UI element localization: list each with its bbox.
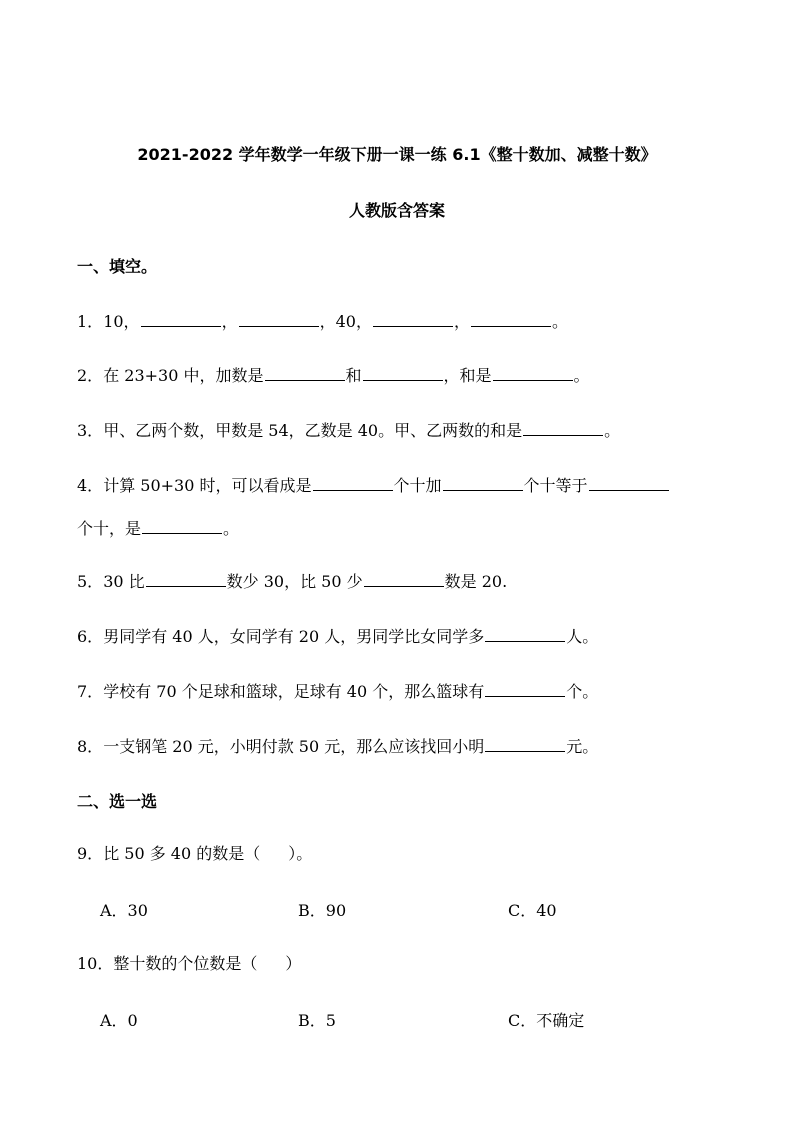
question-text: 数少 30，比 50 少 — [226, 572, 363, 591]
answer-blank — [141, 308, 221, 327]
question-text: 男同学有 40 人，女同学有 20 人，男同学比女同学多 — [103, 627, 485, 646]
answer-blank — [373, 308, 453, 327]
option-b: B．5 — [298, 1011, 336, 1030]
question-4-continued — [77, 515, 239, 540]
question-number: 5． — [77, 572, 104, 591]
option-c: C．40 — [508, 901, 557, 920]
question-1 — [77, 308, 568, 333]
question-number: 6． — [77, 627, 104, 646]
question-7 — [77, 678, 598, 703]
question-number: 1． — [77, 312, 104, 331]
section-heading-fill-blank: 一、填空。 — [77, 257, 158, 276]
question-text: 整十数的个位数是（ — [113, 954, 258, 973]
option-a: A．0 — [100, 1011, 138, 1030]
section-heading-multiple-choice: 二、选一选 — [77, 792, 158, 811]
question-text: 个。 — [566, 682, 599, 701]
document-title: 2021-2022 学年数学一年级下册一课一练 6.1《整十数加、减整十数》 — [137, 145, 657, 164]
question-text: 。 — [223, 519, 240, 538]
answer-blank — [142, 515, 222, 534]
question-text: 比 50 多 40 的数是（ — [103, 844, 261, 863]
question-number: 7． — [77, 682, 104, 701]
question-text: 。 — [604, 421, 621, 440]
question-text: 元。 — [566, 737, 599, 756]
answer-blank — [485, 623, 565, 642]
answer-blank — [265, 362, 345, 381]
question-2 — [77, 362, 590, 387]
question-number: 8． — [77, 737, 104, 756]
answer-blank — [313, 472, 393, 491]
question-10 — [77, 953, 301, 975]
question-9 — [77, 843, 312, 865]
question-number: 9． — [77, 844, 104, 863]
answer-blank — [485, 678, 565, 697]
answer-blank — [364, 568, 444, 587]
question-text: 计算 50+30 时，可以看成是 — [103, 476, 312, 495]
question-text: 人。 — [566, 627, 599, 646]
answer-blank — [485, 733, 565, 752]
question-number: 10． — [77, 954, 114, 973]
option-b: B．90 — [298, 901, 347, 920]
question-number: 4． — [77, 476, 104, 495]
question-text: 个十，是 — [77, 519, 142, 538]
answer-blank — [523, 417, 603, 436]
question-text: 一支钢笔 20 元，小明付款 50 元，那么应该找回小明 — [103, 737, 485, 756]
answer-blank — [146, 568, 226, 587]
document-subtitle: 人教版含答案 — [348, 201, 445, 220]
question-text: 10， — [103, 312, 140, 331]
question-text: 。 — [573, 366, 590, 385]
question-text: 个十等于 — [523, 476, 588, 495]
question-6 — [77, 623, 598, 648]
question-text: 。 — [551, 312, 568, 331]
question-text: ，和是 — [443, 366, 492, 385]
question-text: ， — [453, 312, 470, 331]
question-8 — [77, 733, 598, 758]
question-text: 学校有 70 个足球和篮球，足球有 40 个，那么篮球有 — [103, 682, 485, 701]
question-number: 3． — [77, 421, 104, 440]
question-3 — [77, 417, 620, 442]
question-text: 甲、乙两个数，甲数是 54，乙数是 40。甲、乙两数的和是 — [103, 421, 523, 440]
answer-blank — [443, 472, 523, 491]
option-c: C．不确定 — [508, 1011, 585, 1030]
question-text: 在 23+30 中，加数是 — [103, 366, 264, 385]
answer-blank — [589, 472, 669, 491]
question-text: 30 比 — [103, 572, 145, 591]
question-5 — [77, 568, 507, 593]
question-text: ， — [221, 312, 238, 331]
answer-blank — [493, 362, 573, 381]
question-text: 和 — [345, 366, 362, 385]
question-text: 数是 20. — [444, 572, 508, 591]
question-text: ）。 — [288, 844, 313, 863]
answer-blank — [471, 308, 551, 327]
question-4 — [77, 472, 670, 497]
question-text: 个十加 — [393, 476, 442, 495]
answer-blank — [239, 308, 319, 327]
question-number: 2． — [77, 366, 104, 385]
question-text: ，40， — [319, 312, 372, 331]
question-text: ） — [285, 954, 302, 973]
option-a: A．30 — [100, 901, 148, 920]
answer-blank — [363, 362, 443, 381]
